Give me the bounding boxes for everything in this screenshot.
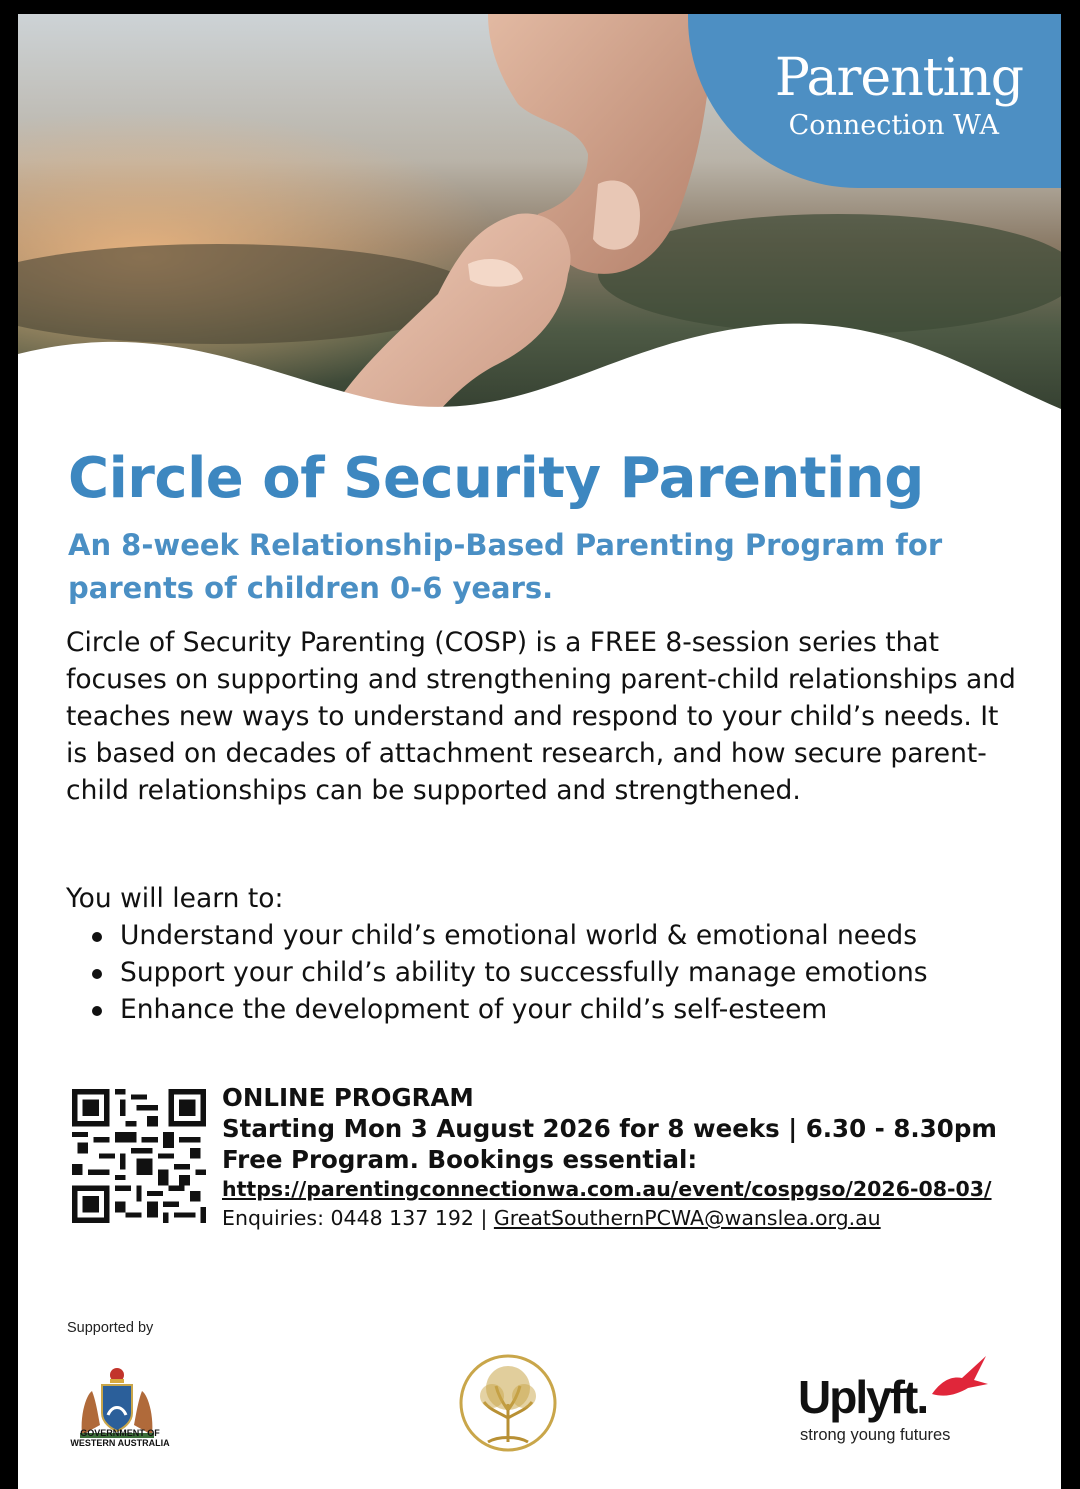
list-item-text: Support your child’s ability to successfully manage emotions <box>120 957 928 988</box>
list-item <box>66 917 928 954</box>
uplyft-name: Uplyft. <box>798 1371 928 1423</box>
brand-subtitle: Connection WA <box>788 110 999 141</box>
enquiries-line <box>222 1204 1042 1232</box>
enquiries-email-link[interactable]: GreatSouthernPCWA@wanslea.org.au <box>493 1206 881 1230</box>
page-subtitle: An 8-week Relationship-Based Parenting Program for parents of children 0-6 years. <box>68 528 943 605</box>
program-booking: Free Program. Bookings essential: <box>222 1145 698 1174</box>
list-item <box>66 954 928 991</box>
booking-link[interactable]: https://parentingconnectionwa.com.au/event/cospgso/2026-08-03/ <box>222 1177 992 1201</box>
program-schedule: Starting Mon 3 August 2026 for 8 weeks | 6.30 - 8.30pm <box>222 1114 997 1143</box>
list-item-text: Enhance the development of your child’s self-esteem <box>120 994 828 1025</box>
uplyft-logo <box>798 1354 998 1454</box>
page-title: Circle of Security Parenting <box>68 446 924 511</box>
learn-heading: You will learn to: <box>66 883 284 914</box>
program-mode: ONLINE PROGRAM <box>222 1083 474 1112</box>
enquiries-phone: Enquiries: 0448 137 192 | <box>222 1206 494 1230</box>
uplyft-bird-icon <box>928 1354 990 1402</box>
supported-by-label: Supported by <box>67 1320 154 1336</box>
list-item <box>66 991 928 1028</box>
learn-list <box>66 917 928 1028</box>
uplyft-tagline: strong young futures <box>800 1426 951 1444</box>
flyer-page <box>18 14 1061 1489</box>
program-details <box>222 1082 1042 1232</box>
bullet-icon <box>92 1006 102 1016</box>
bullet-icon <box>92 969 102 979</box>
brand-title: Parenting <box>774 48 1023 108</box>
gov-label: GOVERNMENT OF WESTERN AUSTRALIA <box>70 1428 170 1448</box>
qr-code-icon[interactable] <box>72 1086 206 1226</box>
tree-of-life-logo-icon <box>458 1352 558 1454</box>
bullet-icon <box>92 932 102 942</box>
list-item-text: Understand your child’s emotional world & emotional needs <box>120 920 918 951</box>
program-description: Circle of Security Parenting (COSP) is a FREE 8-session series that focuses on supporting and strengthening parent-child relationships and teaches new ways to understand and respond to your child’s needs. It is based on decades of attachment research, and how secure parent-child relationships can be supported and strengthened. <box>66 627 1016 806</box>
